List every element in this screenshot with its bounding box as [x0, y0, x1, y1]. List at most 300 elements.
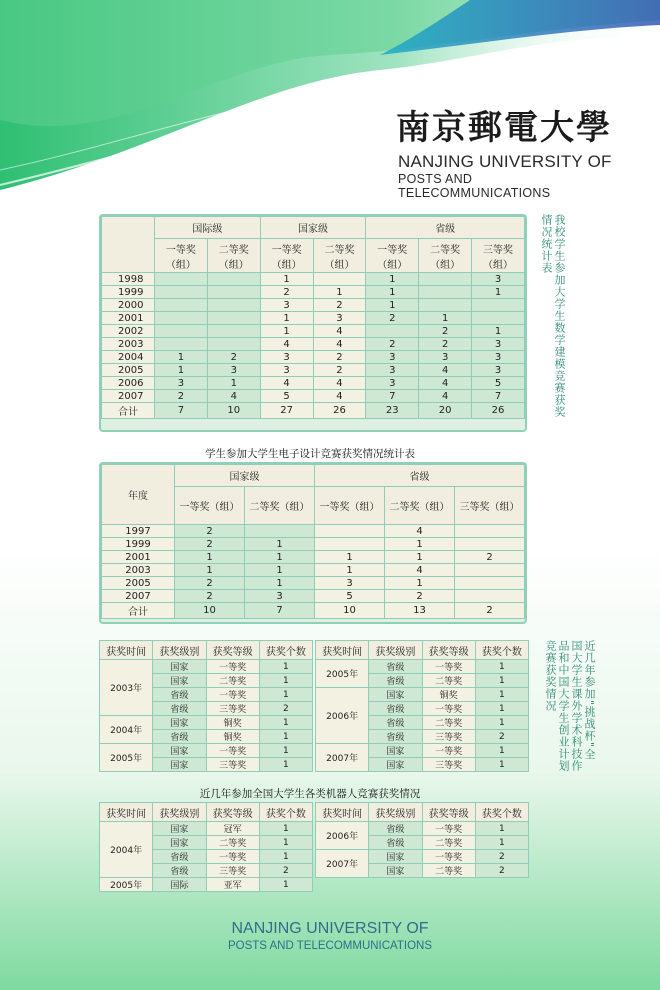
- value-cell: 5: [260, 390, 313, 403]
- value-cell: 1: [472, 325, 525, 338]
- value-cell: 10: [207, 403, 260, 419]
- robot-panel: [99, 802, 531, 894]
- value-cell: 10: [315, 603, 385, 619]
- award-level-cell: 省级: [369, 822, 422, 836]
- award-level-cell: 省级: [369, 660, 422, 674]
- award-year-cell: 2004年: [100, 716, 153, 744]
- value-cell: 4: [260, 338, 313, 351]
- award-grade-cell: 一等奖: [422, 660, 475, 674]
- subheader-cell: 一等奖（组）: [155, 239, 208, 273]
- year-cell: 合计: [102, 403, 155, 419]
- group-header: 省级: [366, 217, 525, 239]
- award-grade-cell: 铜奖: [422, 688, 475, 702]
- value-cell: 1: [260, 325, 313, 338]
- award-year-cell: 2005年: [316, 660, 369, 688]
- column-header: 获奖时间: [100, 803, 153, 822]
- value-cell: [155, 273, 208, 286]
- award-level-cell: 省级: [153, 864, 206, 878]
- value-cell: 7: [366, 390, 419, 403]
- value-cell: [207, 312, 260, 325]
- value-cell: 2: [155, 390, 208, 403]
- table-row: [102, 351, 525, 364]
- value-cell: 1: [155, 351, 208, 364]
- award-grade-cell: 一等奖: [422, 850, 475, 864]
- value-cell: 1: [207, 377, 260, 390]
- award-grade-cell: 一等奖: [206, 660, 259, 674]
- award-grade-cell: 一等奖: [206, 744, 259, 758]
- value-cell: 3: [207, 364, 260, 377]
- value-cell: 2: [455, 603, 525, 619]
- value-cell: 2: [455, 551, 525, 564]
- award-level-cell: 国家: [369, 744, 422, 758]
- column-header: 获奖个数: [475, 803, 528, 822]
- value-cell: 2: [175, 538, 245, 551]
- value-cell: 4: [385, 525, 455, 538]
- value-cell: 1: [385, 538, 455, 551]
- value-cell: [366, 325, 419, 338]
- value-cell: 4: [385, 564, 455, 577]
- electronic-design-panel: [99, 462, 527, 624]
- value-cell: 1: [419, 312, 472, 325]
- value-cell: [472, 312, 525, 325]
- value-cell: 2: [260, 286, 313, 299]
- value-cell: [155, 338, 208, 351]
- value-cell: 3: [315, 577, 385, 590]
- award-grade-cell: 亚军: [206, 878, 259, 892]
- value-cell: 1: [260, 312, 313, 325]
- award-count-cell: 1: [475, 688, 528, 702]
- award-level-cell: 国家: [153, 744, 206, 758]
- value-cell: [315, 538, 385, 551]
- award-year-cell: 2003年: [100, 660, 153, 716]
- value-cell: 20: [419, 403, 472, 419]
- value-cell: 2: [313, 299, 366, 312]
- award-grade-cell: 二等奖: [422, 716, 475, 730]
- award-level-cell: 省级: [153, 688, 206, 702]
- award-level-cell: 省级: [153, 730, 206, 744]
- value-cell: 5: [315, 590, 385, 603]
- value-cell: [472, 299, 525, 312]
- value-cell: 2: [419, 338, 472, 351]
- value-cell: 3: [366, 377, 419, 390]
- year-cell: 2007: [102, 590, 175, 603]
- column-header: 获奖等级: [422, 641, 475, 660]
- award-grade-cell: 一等奖: [422, 822, 475, 836]
- value-cell: 2: [207, 351, 260, 364]
- value-cell: 4: [313, 377, 366, 390]
- award-level-cell: 国家: [153, 674, 206, 688]
- value-cell: 1: [366, 299, 419, 312]
- year-cell: 2003: [102, 564, 175, 577]
- award-grade-cell: 铜奖: [206, 716, 259, 730]
- year-cell: 1999: [102, 286, 155, 299]
- value-cell: 3: [472, 351, 525, 364]
- robot-left-table: [99, 802, 313, 892]
- award-grade-cell: 三等奖: [422, 730, 475, 744]
- value-cell: 1: [366, 286, 419, 299]
- chinese-calligraphy-logo: 南京郵電大學: [396, 108, 612, 148]
- value-cell: 1: [245, 577, 315, 590]
- math-modeling-caption: 我校学生参加大学生数学建模竞赛获奖情况统计表: [540, 214, 566, 418]
- value-cell: [455, 564, 525, 577]
- table-row: [102, 325, 525, 338]
- table-row: [316, 744, 529, 758]
- award-level-cell: 国家: [369, 864, 422, 878]
- year-cell: 2001: [102, 551, 175, 564]
- year-cell: 2006: [102, 377, 155, 390]
- year-cell: 2005: [102, 364, 155, 377]
- award-grade-cell: 三等奖: [206, 864, 259, 878]
- award-year-cell: 2006年: [316, 688, 369, 744]
- value-cell: [207, 325, 260, 338]
- value-cell: 1: [175, 551, 245, 564]
- table-row: [316, 660, 529, 674]
- award-level-cell: 国家: [153, 758, 206, 772]
- year-cell: 2003: [102, 338, 155, 351]
- award-count-cell: 1: [475, 836, 528, 850]
- value-cell: 2: [366, 312, 419, 325]
- column-header: 获奖级别: [369, 641, 422, 660]
- column-header: 获奖级别: [369, 803, 422, 822]
- award-level-cell: 国家: [153, 716, 206, 730]
- award-grade-cell: 二等奖: [422, 864, 475, 878]
- footer-line1: NANJING UNIVERSITY OF: [231, 920, 429, 937]
- year-cell: 1998: [102, 273, 155, 286]
- award-level-cell: 国家: [153, 836, 206, 850]
- award-level-cell: 省级: [153, 702, 206, 716]
- value-cell: [207, 273, 260, 286]
- value-cell: [315, 525, 385, 538]
- group-header: 国家级: [175, 465, 315, 487]
- value-cell: 4: [313, 390, 366, 403]
- table-row: [102, 273, 525, 286]
- value-cell: [245, 525, 315, 538]
- award-level-cell: 国家: [153, 822, 206, 836]
- value-cell: [455, 525, 525, 538]
- table-row: [102, 312, 525, 325]
- column-header: 获奖时间: [100, 641, 153, 660]
- column-header: 获奖等级: [206, 803, 259, 822]
- value-cell: 2: [175, 590, 245, 603]
- column-header: 获奖时间: [316, 641, 369, 660]
- value-cell: 1: [260, 273, 313, 286]
- value-cell: 7: [245, 603, 315, 619]
- award-level-cell: 省级: [153, 850, 206, 864]
- subheader-cell: 一等奖（组）: [315, 487, 385, 525]
- subheader-cell: 一等奖（组）: [366, 239, 419, 273]
- value-cell: 1: [245, 538, 315, 551]
- value-cell: 7: [472, 390, 525, 403]
- subheader-cell: 二等奖（组）: [419, 239, 472, 273]
- year-cell: 2005: [102, 577, 175, 590]
- value-cell: 3: [260, 351, 313, 364]
- column-header: 获奖个数: [259, 803, 312, 822]
- award-level-cell: 省级: [369, 730, 422, 744]
- award-year-cell: 2005年: [100, 744, 153, 772]
- table-row: [100, 716, 313, 730]
- award-count-cell: 1: [475, 822, 528, 836]
- value-cell: 13: [385, 603, 455, 619]
- year-cell: 2004: [102, 351, 155, 364]
- electronic-design-table: [101, 464, 525, 619]
- award-count-cell: 2: [475, 850, 528, 864]
- award-count-cell: 1: [259, 850, 312, 864]
- subheader-cell: 三等奖（组）: [472, 239, 525, 273]
- value-cell: 1: [155, 364, 208, 377]
- footer-line2: POSTS AND TELECOMMUNICATIONS: [227, 940, 433, 952]
- award-year-cell: 2004年: [100, 822, 153, 878]
- award-level-cell: 省级: [369, 674, 422, 688]
- value-cell: 10: [175, 603, 245, 619]
- column-header: 获奖时间: [316, 803, 369, 822]
- award-grade-cell: 一等奖: [206, 850, 259, 864]
- year-cell: 2001: [102, 312, 155, 325]
- value-cell: [207, 338, 260, 351]
- table-row: [102, 390, 525, 403]
- value-cell: 4: [313, 325, 366, 338]
- value-cell: 3: [155, 377, 208, 390]
- award-count-cell: 1: [259, 744, 312, 758]
- award-grade-cell: 二等奖: [422, 674, 475, 688]
- award-count-cell: 1: [259, 674, 312, 688]
- value-cell: 4: [419, 377, 472, 390]
- challenge-cup-right-table: [315, 640, 529, 772]
- value-cell: [207, 299, 260, 312]
- table-row: [100, 660, 313, 674]
- value-cell: 4: [313, 338, 366, 351]
- header-row: [316, 641, 529, 660]
- value-cell: 1: [385, 551, 455, 564]
- award-grade-cell: 二等奖: [206, 674, 259, 688]
- value-cell: 3: [366, 364, 419, 377]
- value-cell: 1: [175, 564, 245, 577]
- table-row: [102, 364, 525, 377]
- robot-caption: 近几年参加全国大学生各类机器人竞赛获奖情况: [199, 788, 421, 800]
- math-modeling-table: [101, 216, 525, 419]
- award-year-cell: 2006年: [316, 822, 369, 850]
- award-count-cell: 1: [259, 716, 312, 730]
- brand-english-line2: POSTS AND TELECOMMUNICATIONS: [398, 172, 551, 200]
- robot-right-table: [315, 802, 529, 878]
- column-header: 获奖级别: [153, 803, 206, 822]
- subheader-cell: 二等奖（组）: [245, 487, 315, 525]
- subheader-cell: 一等奖（组）: [175, 487, 245, 525]
- value-cell: 27: [260, 403, 313, 419]
- table-row: [316, 688, 529, 702]
- award-level-cell: 国家: [369, 850, 422, 864]
- year-cell: 1997: [102, 525, 175, 538]
- award-count-cell: 1: [475, 660, 528, 674]
- subheader-cell: 二等奖（组）: [313, 239, 366, 273]
- value-cell: [455, 538, 525, 551]
- award-count-cell: 1: [475, 674, 528, 688]
- table-row: [102, 338, 525, 351]
- value-cell: 2: [385, 590, 455, 603]
- award-grade-cell: 铜奖: [206, 730, 259, 744]
- award-count-cell: 1: [475, 716, 528, 730]
- award-grade-cell: 二等奖: [422, 836, 475, 850]
- value-cell: [455, 590, 525, 603]
- award-count-cell: 1: [259, 836, 312, 850]
- award-count-cell: 1: [259, 730, 312, 744]
- award-level-cell: 国家: [369, 758, 422, 772]
- award-grade-cell: 一等奖: [422, 702, 475, 716]
- award-count-cell: 1: [475, 744, 528, 758]
- table-row: [102, 590, 525, 603]
- table-row: [102, 538, 525, 551]
- value-cell: 2: [175, 577, 245, 590]
- award-count-cell: 1: [259, 660, 312, 674]
- award-count-cell: 2: [475, 864, 528, 878]
- value-cell: 1: [385, 577, 455, 590]
- table-row: [102, 564, 525, 577]
- year-header: 年度: [102, 465, 175, 525]
- value-cell: [207, 286, 260, 299]
- table-row: [102, 603, 525, 619]
- value-cell: 5: [472, 377, 525, 390]
- award-level-cell: 国家: [369, 688, 422, 702]
- value-cell: 3: [260, 364, 313, 377]
- value-cell: 1: [366, 273, 419, 286]
- value-cell: 3: [419, 351, 472, 364]
- table-row: [102, 377, 525, 390]
- table-row: [316, 822, 529, 836]
- award-year-cell: 2005年: [100, 878, 153, 892]
- challenge-cup-panel: [99, 640, 531, 772]
- value-cell: 4: [260, 377, 313, 390]
- value-cell: 1: [472, 286, 525, 299]
- column-header: 获奖个数: [475, 641, 528, 660]
- group-header: 国家级: [260, 217, 366, 239]
- value-cell: 3: [472, 364, 525, 377]
- value-cell: 1: [315, 551, 385, 564]
- header-row: [316, 803, 529, 822]
- year-cell: 1999: [102, 538, 175, 551]
- year-cell: 2002: [102, 325, 155, 338]
- table-row: [102, 403, 525, 419]
- value-cell: 2: [313, 351, 366, 364]
- table-row: [102, 551, 525, 564]
- table-row: [100, 878, 313, 892]
- brand-english-line1: NANJING UNIVERSITY OF: [398, 152, 612, 171]
- table-row: [102, 577, 525, 590]
- award-grade-cell: 二等奖: [206, 836, 259, 850]
- header-row: [100, 641, 313, 660]
- value-cell: 3: [313, 312, 366, 325]
- award-count-cell: 1: [259, 688, 312, 702]
- group-header: 国际级: [155, 217, 261, 239]
- electronic-design-caption: 学生参加大学生电子设计竞赛获奖情况统计表: [205, 448, 415, 460]
- column-header: 获奖级别: [153, 641, 206, 660]
- value-cell: 1: [245, 551, 315, 564]
- award-level-cell: 省级: [369, 716, 422, 730]
- award-level-cell: 国家: [153, 660, 206, 674]
- value-cell: 23: [366, 403, 419, 419]
- table-row: [102, 286, 525, 299]
- award-count-cell: 1: [475, 702, 528, 716]
- university-brand: [398, 100, 628, 200]
- value-cell: 3: [366, 351, 419, 364]
- award-count-cell: 2: [259, 702, 312, 716]
- challenge-cup-left-table: [99, 640, 313, 772]
- value-cell: [419, 299, 472, 312]
- value-cell: 4: [419, 364, 472, 377]
- value-cell: [455, 577, 525, 590]
- value-cell: 3: [260, 299, 313, 312]
- subheader-cell: 二等奖（组）: [385, 487, 455, 525]
- value-cell: [155, 299, 208, 312]
- table-row: [316, 850, 529, 864]
- value-cell: 1: [245, 564, 315, 577]
- year-cell: 2007: [102, 390, 155, 403]
- value-cell: [155, 286, 208, 299]
- value-cell: 2: [175, 525, 245, 538]
- column-header: 获奖个数: [259, 641, 312, 660]
- value-cell: [419, 273, 472, 286]
- column-header: 获奖等级: [206, 641, 259, 660]
- award-count-cell: 2: [475, 730, 528, 744]
- value-cell: 1: [313, 286, 366, 299]
- year-cell: 合计: [102, 603, 175, 619]
- value-cell: [313, 273, 366, 286]
- award-count-cell: 1: [259, 878, 312, 892]
- table-row: [102, 299, 525, 312]
- value-cell: 26: [472, 403, 525, 419]
- column-header: 获奖等级: [422, 803, 475, 822]
- award-grade-cell: 三等奖: [206, 702, 259, 716]
- award-count-cell: 1: [475, 758, 528, 772]
- value-cell: 7: [155, 403, 208, 419]
- award-year-cell: 2007年: [316, 744, 369, 772]
- award-year-cell: 2007年: [316, 850, 369, 878]
- award-grade-cell: 一等奖: [422, 744, 475, 758]
- value-cell: 26: [313, 403, 366, 419]
- value-cell: 4: [419, 390, 472, 403]
- value-cell: 2: [366, 338, 419, 351]
- award-count-cell: 1: [259, 758, 312, 772]
- award-level-cell: 省级: [369, 702, 422, 716]
- year-cell: 2000: [102, 299, 155, 312]
- value-cell: 3: [472, 273, 525, 286]
- table-row: [100, 744, 313, 758]
- award-grade-cell: 三等奖: [206, 758, 259, 772]
- subheader-cell: 三等奖（组）: [455, 487, 525, 525]
- value-cell: 1: [315, 564, 385, 577]
- math-modeling-panel: [99, 214, 527, 432]
- award-count-cell: 2: [259, 864, 312, 878]
- corner-cell: [102, 217, 155, 273]
- value-cell: 2: [313, 364, 366, 377]
- value-cell: [155, 325, 208, 338]
- value-cell: 4: [207, 390, 260, 403]
- group-header: 省级: [315, 465, 525, 487]
- value-cell: [155, 312, 208, 325]
- award-count-cell: 1: [259, 822, 312, 836]
- value-cell: [419, 286, 472, 299]
- value-cell: 3: [472, 338, 525, 351]
- value-cell: 3: [245, 590, 315, 603]
- header-row: [100, 803, 313, 822]
- award-grade-cell: 一等奖: [206, 688, 259, 702]
- table-row: [100, 822, 313, 836]
- value-cell: 2: [419, 325, 472, 338]
- subheader-cell: 二等奖（组）: [207, 239, 260, 273]
- award-grade-cell: 三等奖: [422, 758, 475, 772]
- subheader-cell: 一等奖（组）: [260, 239, 313, 273]
- award-grade-cell: 冠军: [206, 822, 259, 836]
- challenge-cup-caption: 近几年参加"挑战杯"全国大学生课外学术科技作品和中国大学生创业计划竞赛获奖情况: [544, 640, 596, 772]
- award-level-cell: 国际: [153, 878, 206, 892]
